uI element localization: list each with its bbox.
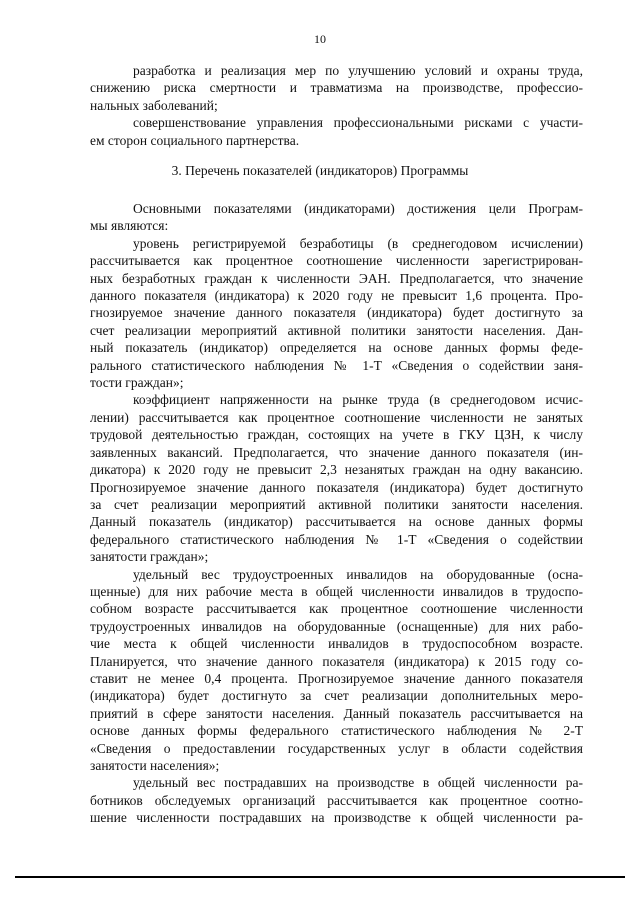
- text-line: занятости населения»;: [90, 758, 220, 773]
- text-line: трудоустроенных инвалидов на оборудованные (оснащенные) для них рабо-: [90, 618, 583, 634]
- page-bottom-rule: [15, 876, 625, 878]
- text-line: мы являются:: [90, 218, 169, 234]
- text-line: ных безработных граждан к численности ЭАН. Предполагается, что значение: [90, 270, 583, 286]
- text-line: снижению риска смертности и травматизма на производстве, профессио-: [90, 80, 583, 96]
- text-line: приятий в сфере занятости населения. Данный показатель рассчитывается на: [90, 705, 583, 721]
- text-line: ный показатель (индикатор) определяется на основе данных формы феде-: [90, 340, 583, 356]
- text-line: заявленных вакансий. Предполагается, что значение данного показателя (ин-: [90, 444, 583, 460]
- text-line: совершенствование управления профессиональными рисками с участи-: [133, 115, 583, 131]
- text-line: данного показателя (индикатора) к 2020 году не превысит 1,6 процента. Про-: [90, 288, 583, 304]
- text-line: тости граждан»;: [90, 375, 184, 391]
- text-line: основе данных формы федерального статистического наблюдения № 2-Т: [90, 723, 583, 739]
- text-line: нальных заболеваний;: [90, 97, 218, 113]
- text-line: Прогнозируемое значение данного показателя (индикатора) будет достигнуто: [90, 479, 583, 495]
- text-line: занятости граждан»;: [90, 549, 209, 565]
- text-line: ботников обследуемых организаций рассчитывается как процентное соотно-: [90, 792, 583, 808]
- intro-paragraphs: [90, 62, 583, 149]
- text-line: разработка и реализация мер по улучшению условий и охраны труда,: [133, 63, 583, 78]
- text-line: Основными показателями (индикаторами) достижения цели Програм-: [133, 201, 583, 216]
- section-heading: 3. Перечень показателей (индикаторов) Программы: [171, 163, 469, 178]
- text-line: собном возрасте рассчитывается как процентное соотношение численности: [90, 601, 583, 617]
- text-line: уровень регистрируемой безработицы (в среднегодовом исчислении): [133, 235, 583, 251]
- page-number: 10: [314, 32, 326, 46]
- text-line: трудовой деятельностью граждан, состоящих на учете в ГКУ ЦЗН, к числу: [90, 427, 583, 443]
- text-line: щенные) для них рабочие места в общей численности инвалидов в трудоспо-: [90, 583, 583, 599]
- text-line: гнозируемое значение данного показателя (индикатора) будет достигнуто за: [90, 305, 583, 321]
- text-line: (индикатора) будет достигнуто за счет реализации дополнительных меро-: [90, 688, 583, 704]
- text-line: «Сведения о предоставлении государственных услуг в области содействия: [90, 740, 583, 756]
- text-line: Данный показатель (индикатор) рассчитывается на основе данных формы: [90, 514, 583, 530]
- text-line: счет реализации мероприятий активной политики занятости населения. Дан-: [90, 322, 583, 338]
- text-line: рассчитывается как процентное соотношение численности зарегистрирован-: [90, 253, 583, 269]
- text-line: рального статистического наблюдения № 1-Т «Сведения о содействии заня-: [90, 357, 583, 373]
- text-line: коэффициент напряженности на рынке труда (в среднегодовом исчис-: [133, 392, 583, 408]
- text-line: удельный вес пострадавших на производстве в общей численности ра-: [133, 775, 583, 791]
- text-line: ем сторон социального партнерства.: [90, 132, 300, 148]
- text-line: ставит не менее 0,4 процента. Прогнозируемое значение данного показателя: [90, 670, 583, 686]
- text-line: за счет реализации мероприятий активной политики занятости населения.: [90, 496, 583, 512]
- text-line: шение численности пострадавших на производстве к общей численности ра-: [90, 810, 583, 826]
- section-body: [90, 200, 583, 827]
- text-line: Планируется, что значение данного показателя (индикатора) к 2015 году со-: [90, 653, 583, 669]
- text-line: федерального статистического наблюдения № 1-Т «Сведения о содействии: [90, 531, 583, 547]
- text-line: дикатора) к 2020 году не превысит 2,3 незанятых граждан на одну вакансию.: [90, 462, 583, 478]
- text-line: чие места к общей численности инвалидов в трудоспособном возрасте.: [90, 636, 583, 652]
- text-line: удельный вес трудоустроенных инвалидов на оборудованные (осна-: [133, 566, 583, 582]
- text-line: лении) рассчитывается как процентное соотношение численности не занятых: [90, 409, 583, 425]
